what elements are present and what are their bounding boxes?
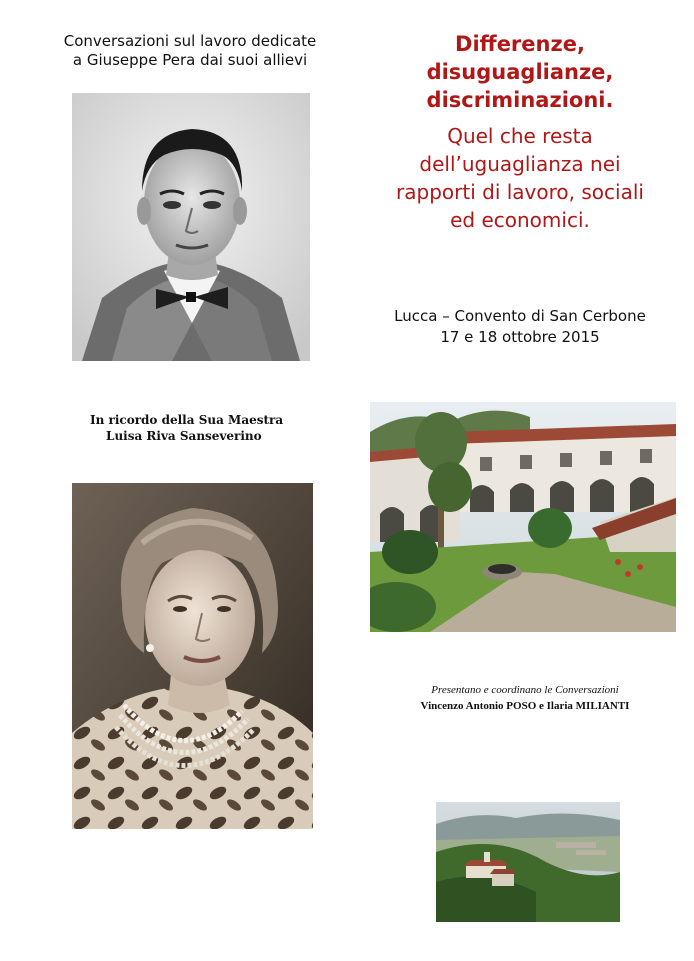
venue-dates: 17 e 18 ottobre 2015	[440, 328, 600, 346]
series-heading	[40, 32, 340, 70]
subtitle-line-2: dell’uguaglianza nei	[419, 152, 621, 176]
subtitle-line-3: rapporti di lavoro, sociali	[396, 180, 644, 204]
title-line-1: Differenze,	[455, 32, 585, 56]
presenters-names: Vincenzo Antonio POSO e Ilaria MILIANTI	[420, 700, 630, 712]
title-line-2: disuguaglianze,	[426, 60, 614, 84]
event-subtitle	[360, 122, 680, 234]
memorial-line-2: Luisa Riva Sanseverino	[106, 429, 262, 443]
convent-aerial-photo	[436, 802, 620, 922]
venue-place: Lucca – Convento di San Cerbone	[394, 307, 646, 325]
series-line-2: a Giuseppe Pera dai suoi allievi	[72, 51, 308, 69]
portrait-giuseppe-pera	[72, 93, 310, 361]
portrait-luisa-riva-sanseverino	[72, 483, 313, 829]
memorial-line-1: In ricordo della Sua Maestra	[90, 413, 284, 427]
event-venue	[370, 306, 670, 348]
subtitle-line-1: Quel che resta	[447, 124, 593, 148]
event-title	[370, 30, 670, 114]
subtitle-line-4: ed economici.	[450, 208, 590, 232]
presenters-caption	[360, 682, 690, 714]
series-line-1: Conversazioni sul lavoro dedicate	[63, 32, 317, 50]
cloister-photo	[370, 402, 676, 632]
title-line-3: discriminazioni.	[426, 88, 614, 112]
presenters-intro: Presentano e coordinano le Conversazioni	[431, 684, 619, 696]
memorial-caption	[60, 412, 300, 444]
